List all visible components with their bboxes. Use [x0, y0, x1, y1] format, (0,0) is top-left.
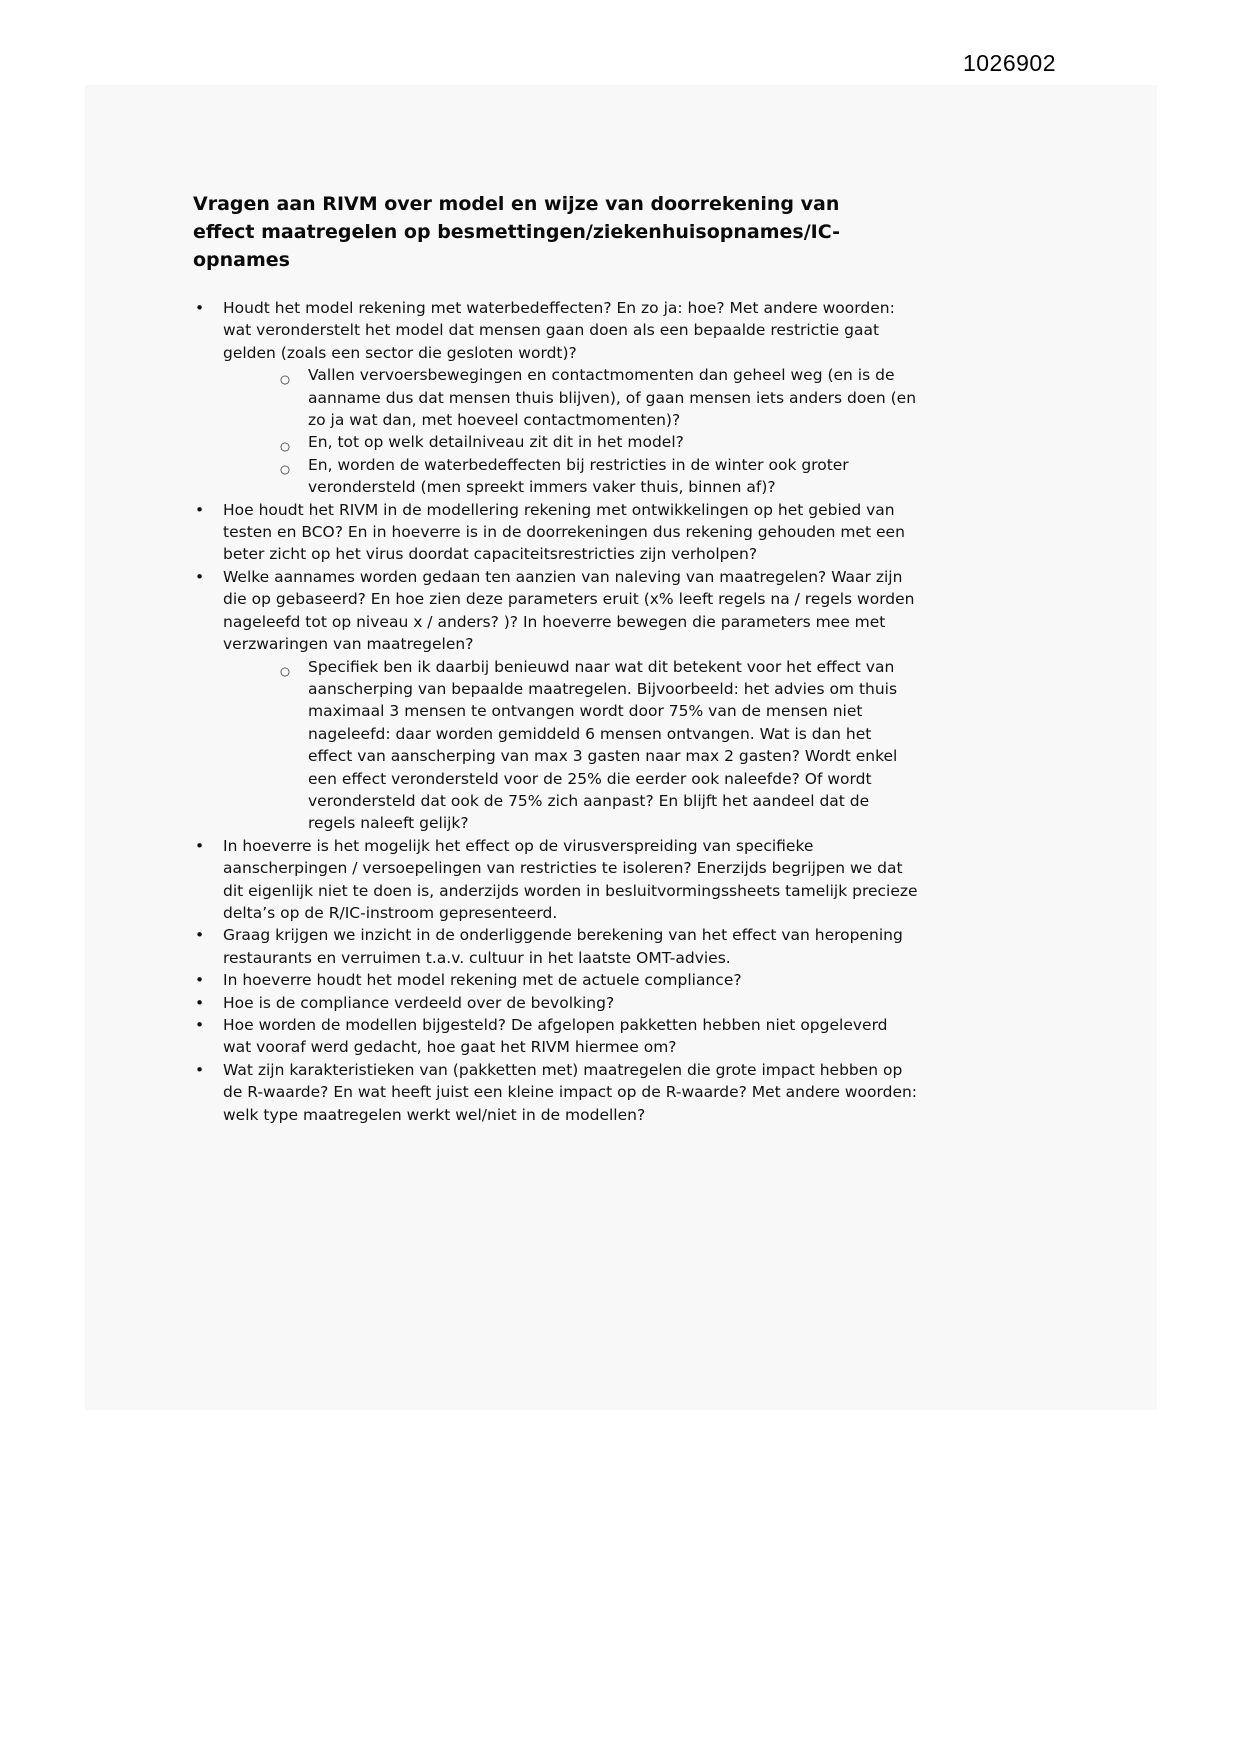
bullet-item	[193, 566, 918, 835]
sub-bullet-item	[280, 364, 918, 431]
bullet-marker: •	[195, 500, 205, 519]
bullet-text: Hoe worden de modellen bijgesteld? De afgelopen pakketten hebben niet opgeleverd wat vooraf werd gedacht, hoe gaat het RIVM hiermee om?	[223, 1016, 888, 1057]
document-number: 1026902	[962, 50, 1056, 76]
document-title: Vragen aan RIVM over model en wijze van doorrekening van effect maatregelen op besmettingen/ziekenhuisopnames/IC-opnames	[193, 193, 840, 271]
bullet-text: In hoeverre is het mogelijk het effect op de virusverspreiding van specifieke aanscherpingen / versoepelingen van restricties te isoleren? Enerzijds begrijpen we dat dit eigenlijk niet te doen is, anderzijds worden in besluitvormingssheets tamelijk precieze delta’s op de R/IC-instroom gepresenteerd.	[223, 836, 918, 922]
bullet-marker: •	[195, 926, 205, 945]
bullet-text: Hoe houdt het RIVM in de modellering rekening met ontwikkelingen op het gebied van testen en BCO? En in hoeverre is in de doorrekeningen dus rekening gehouden met een beter zicht op het virus doordat capaciteitsrestricties zijn verholpen?	[223, 500, 905, 564]
sub-bullet-text: En, tot op welk detailniveau zit dit in het model?	[308, 433, 684, 452]
bullet-item	[193, 924, 918, 969]
bullet-text: Houdt het model rekening met waterbedeffecten? En zo ja: hoe? Met andere woorden: wat veronderstelt het model dat mensen gaan doen als een bepaalde restrictie gaat gelden (zoals een sector die gesloten wordt)?	[223, 299, 895, 362]
bullet-item	[193, 835, 918, 925]
sub-bullet-item	[280, 454, 918, 499]
bullet-marker: •	[195, 993, 205, 1012]
sub-bullet-text: En, worden de waterbedeffecten bij restricties in de winter ook groter verondersteld (men spreekt immers vaker thuis, binnen af)?	[308, 455, 849, 497]
sub-bullet-item	[280, 656, 918, 835]
sub-question-list	[280, 656, 918, 835]
bullet-item	[193, 992, 918, 1014]
bullet-text: Wat zijn karakteristieken van (pakketten met) maatregelen die grote impact hebben op de R-waarde? En wat heeft juist een kleine impact op de R-waarde? Met andere woorden: welk type maatregelen werkt wel/niet in de modellen?	[223, 1060, 918, 1124]
bullet-marker: •	[195, 1016, 205, 1034]
circle-marker: ○	[280, 663, 291, 678]
bullet-marker: •	[195, 836, 205, 855]
circle-marker: ○	[280, 439, 291, 454]
bullet-text: Welke aannames worden gedaan ten aanzien van naleving van maatregelen? Waar zijn die op gebaseerd? En hoe zien deze parameters eruit (x% leeft regels na / regels worden nageleefd tot op niveau x / anders? )? In hoeverre bewegen die parameters mee met verzwaringen van maatregelen?	[223, 567, 915, 654]
bullet-marker: •	[195, 299, 205, 317]
circle-marker: ○	[280, 461, 291, 476]
bullet-item	[193, 1059, 918, 1126]
sub-bullet-item	[280, 431, 918, 453]
bullet-text: Graag krijgen we inzicht in de onderliggende berekening van het effect van heropening restaurants en verruimen t.a.v. cultuur in het laatste OMT-advies.	[223, 926, 903, 967]
question-list	[193, 297, 918, 1126]
bullet-item	[193, 297, 918, 499]
bullet-text: Hoe is de compliance verdeeld over de bevolking?	[223, 993, 615, 1012]
sub-question-list	[280, 364, 918, 498]
document-body	[193, 190, 918, 1126]
circle-marker: ○	[280, 372, 291, 387]
bullet-text: In hoeverre houdt het model rekening met de actuele compliance?	[223, 971, 742, 990]
sub-bullet-text: Specifiek ben ik daarbij benieuwd naar wat dit betekent voor het effect van aanscherping van bepaalde maatregelen. Bijvoorbeeld: het advies om thuis maximaal 3 mensen te ontvangen wordt door 75% van de mensen niet nageleefd: daar worden gemiddeld 6 mensen ontvangen. Wat is dan het effect van aanscherping van max 3 gasten naar max 2 gasten? Wordt enkel een effect verondersteld voor de 25% die eerder ook naleefde? Of wordt verondersteld dat ook de 75% zich aanpast? En blijft het aandeel dat de regels naleeft gelijk?	[308, 657, 898, 833]
bullet-item	[193, 499, 918, 566]
bullet-item	[193, 1014, 918, 1059]
bullet-marker: •	[195, 1060, 205, 1079]
bullet-marker: •	[195, 971, 205, 990]
bullet-marker: •	[195, 567, 205, 586]
sub-bullet-text: Vallen vervoersbewegingen en contactmomenten dan geheel weg (en is de aanname dus dat mensen thuis blijven), of gaan mensen iets anders doen (en zo ja wat dan, met hoeveel contactmomenten)?	[308, 366, 917, 430]
bullet-item	[193, 969, 918, 991]
